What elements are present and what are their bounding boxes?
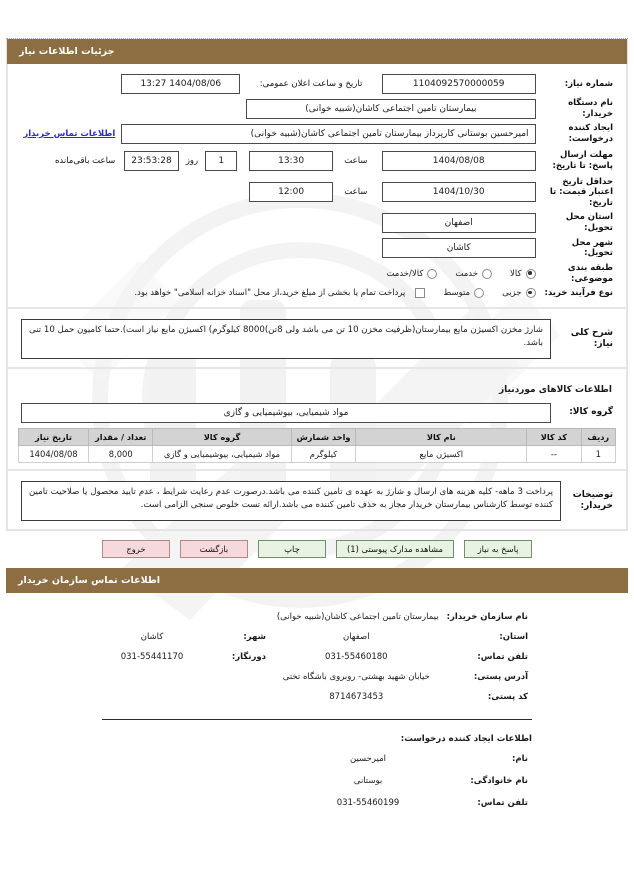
province-label: استان محل تحویل:: [565, 212, 613, 233]
row-creator-last-name: [102, 770, 532, 792]
buyer-contact-link[interactable]: اطلاعات تماس خریدار: [23, 128, 116, 139]
contact-phone-value: 031-55460180: [325, 651, 388, 662]
contact-city-label: شهر:: [243, 631, 266, 642]
buyer-notes-text: پرداخت 3 ماهه- کلیه هزینه های ارسال و شارژ به عهده ی تامین کننده می باشد.درصورت عدم رعایت شرایط ، عدم تایید محصول یا صلاحیت تامین کننده توسط کارشناس بیمارستان خریدار مجاز به حذف تامین کننده می باشد.ارائه تست خلوص سنجی الزامی است.: [21, 481, 561, 521]
creator-last-name-label: نام خانوادگی:: [470, 775, 528, 786]
col-name: نام کالا: [356, 428, 527, 445]
remaining-label: ساعت باقی‌مانده: [54, 155, 116, 166]
goods-group-form: [18, 401, 616, 425]
cell-date: 1404/08/08: [19, 445, 89, 462]
cell-row: 1: [581, 445, 615, 462]
goods-group-label: گروه کالا:: [569, 407, 613, 418]
checkbox-icon-treasury[interactable]: [415, 288, 425, 298]
summary-panel: [7, 308, 627, 368]
radio-icon-jozei[interactable]: [526, 288, 536, 298]
city-label: شهر محل تحویل:: [571, 237, 613, 259]
contact-city-value: کاشان: [140, 631, 164, 642]
province-value: اصفهان: [382, 213, 536, 233]
row-contact-province: [102, 627, 532, 647]
contact-org-value: بیمارستان تامین اجتماعی کاشان(شبیه خوانی): [276, 611, 439, 622]
need-number-label: شماره نیاز:: [564, 78, 613, 89]
deadline-label: مهلت ارسال پاسخ: تا تاریخ:: [552, 149, 613, 171]
category-option-label-0: کالا: [510, 268, 522, 279]
buyer-notes-panel: [7, 470, 627, 530]
buyer-org-value: بیمارستان تامین اجتماعی کاشان(شبیه خوانی): [246, 99, 535, 119]
contact-postal-value: 8714673453: [329, 691, 384, 702]
creator-divider: [102, 719, 532, 720]
goods-table: [18, 428, 616, 463]
row-category: [18, 261, 616, 286]
col-code: کد کالا: [527, 428, 581, 445]
buyer-contact-body: [0, 593, 634, 820]
cell-group: مواد شیمیایی، بیوشیمیایی و گازی: [153, 445, 291, 462]
process-option-jozei[interactable]: [502, 288, 535, 298]
col-date: تاریخ نیاز: [19, 428, 89, 445]
creator-first-name-value: امیرحسین: [349, 753, 387, 764]
row-creator-phone: [102, 792, 532, 814]
cell-unit: کیلوگرم: [291, 445, 356, 462]
creator-label: ایجاد کننده درخواست:: [568, 123, 613, 144]
buyer-notes-form: [18, 479, 616, 523]
radio-icon-kala[interactable]: [526, 269, 536, 279]
need-details-panel: [7, 64, 627, 308]
row-creator: [18, 121, 616, 146]
creator-section-title: اطلاعات ایجاد کننده درخواست:: [400, 733, 532, 744]
goods-group-value: مواد شیمیایی، بیوشیمیایی و گازی: [21, 403, 551, 423]
deadline-time: 13:30: [249, 151, 333, 171]
contact-fax-label: دورنگار:: [231, 651, 266, 662]
row-buyer-org: [18, 96, 616, 121]
creator-first-name-label: نام:: [511, 753, 528, 764]
treasury-checkbox-option[interactable]: [134, 288, 425, 298]
remaining-days-unit: روز: [185, 155, 199, 166]
validity-time: 12:00: [249, 182, 333, 202]
validity-date: 1404/10/30: [382, 182, 536, 202]
row-process: [18, 286, 616, 301]
creator-contact-table: [102, 748, 532, 814]
col-unit: واحد شمارش: [291, 428, 356, 445]
process-radio-group: [21, 288, 536, 298]
exit-button[interactable]: خروج: [102, 540, 170, 558]
treasury-checkbox-label: پرداخت تمام یا بخشی از مبلغ خرید،از محل "اسناد خزانه اسلامی" خواهد بود.: [134, 288, 406, 299]
action-button-row: [0, 531, 634, 568]
category-option-khedmat[interactable]: [455, 269, 492, 279]
need-number-value: 1104092570000059: [382, 74, 536, 94]
creator-phone-label: تلفن تماس:: [477, 797, 528, 808]
category-radio-group: [21, 269, 536, 279]
row-contact-postal: [102, 687, 532, 707]
summary-text: شارژ مخزن اکسیژن مایع بیمارستان(ظرفیت مخزن 10 تن می باشد ولی 8تن)8000 کیلوگرم) اکسیژن مایع نیاز است).حتما کامیون حمل 10 تنی باشد.: [21, 319, 551, 359]
need-details-frame: [6, 39, 628, 531]
view-attachments-button[interactable]: مشاهده مدارک پیوستی (1): [336, 540, 454, 558]
remaining-clock: 23:53:28: [124, 151, 178, 171]
announce-label: تاریخ و ساعت اعلان عمومی:: [259, 79, 363, 89]
buyer-contact-frame: [6, 568, 628, 593]
table-row: [19, 445, 616, 462]
buyer-org-label: نام دستگاه خریدار:: [568, 98, 613, 119]
cell-code: --: [527, 445, 581, 462]
cell-qty: 8,000: [88, 445, 152, 462]
category-option-kala-khedmat[interactable]: [386, 269, 437, 279]
row-contact-phone: [102, 647, 532, 667]
goods-panel: [7, 368, 627, 470]
row-creator-first-name: [102, 748, 532, 770]
validity-time-label: ساعت: [344, 187, 368, 198]
row-need-number: [18, 72, 616, 96]
process-option-label-1: متوسط: [443, 288, 471, 299]
goods-info-title: اطلاعات کالاهای موردنیاز: [498, 384, 612, 395]
creator-value: امیرحسین بوستانی کارپرداز بیمارستان تامین اجتماعی کاشان(شبیه خوانی): [121, 124, 535, 144]
city-value: کاشان: [382, 238, 536, 258]
deadline-date: 1404/08/08: [382, 151, 536, 171]
validity-label: حداقل تاریخ اعتبار قیمت: تا تاریخ:: [549, 176, 613, 208]
buyer-contact-header: اطلاعات تماس سازمان خریدار: [6, 568, 628, 593]
summary-label: شرح کلی نیاز:: [570, 327, 613, 349]
category-option-kala[interactable]: [510, 269, 535, 279]
col-row: ردیف: [581, 428, 615, 445]
deadline-time-label: ساعت: [344, 155, 368, 166]
radio-icon-khedmat[interactable]: [482, 269, 492, 279]
process-option-label-0: جزیی: [502, 288, 522, 299]
row-buyer-notes: [18, 479, 616, 523]
col-qty: تعداد / مقدار: [88, 428, 152, 445]
col-group: گروه کالا: [153, 428, 291, 445]
creator-phone-value: 031-55460199: [336, 797, 400, 808]
goods-table-header-row: [19, 428, 616, 445]
creator-last-name-value: بوستانی: [353, 775, 383, 786]
row-contact-org: [102, 607, 532, 627]
row-validity: [18, 175, 616, 211]
cell-name: اکسیژن مایع: [356, 445, 527, 462]
row-province: [18, 210, 616, 235]
process-label: نوع فرآیند خرید:: [544, 288, 613, 299]
back-button[interactable]: بازگشت: [180, 540, 248, 558]
row-goods-group: [18, 401, 616, 425]
remaining-days: 1: [205, 151, 237, 171]
category-option-label-2: کالا/خدمت: [386, 268, 424, 279]
contact-org-label: نام سازمان خریدار:: [446, 611, 528, 622]
need-details-header: جزئیات اطلاعات نیاز: [7, 39, 627, 64]
buyer-contact-table: [102, 607, 532, 707]
summary-form: [18, 317, 616, 361]
respond-to-need-button[interactable]: پاسخ به نیاز: [464, 540, 532, 558]
contact-province-value: اصفهان: [342, 631, 370, 642]
contact-phone-label: تلفن تماس:: [477, 651, 528, 662]
row-contact-address: [102, 667, 532, 687]
contact-fax-value: 031-55441170: [120, 651, 184, 662]
buyer-notes-label: توضیحات خریدار:: [572, 489, 613, 511]
contact-province-label: استان:: [499, 631, 528, 642]
announce-value: 1404/08/06 13:27: [121, 74, 240, 94]
row-summary: [18, 317, 616, 361]
radio-icon-motevaset[interactable]: [474, 288, 484, 298]
row-deadline: [18, 147, 616, 175]
category-label: طبقه بندی موضوعی:: [567, 262, 613, 284]
need-details-form: [18, 72, 616, 301]
row-city: [18, 236, 616, 261]
contact-address-value: خیابان شهید بهشتی- روبروی باشگاه تختی: [282, 671, 430, 682]
content-wrapper: [0, 38, 634, 820]
contact-postal-label: کد پستی:: [487, 691, 528, 702]
print-button[interactable]: چاپ: [258, 540, 326, 558]
process-option-motevaset[interactable]: [443, 288, 484, 298]
category-option-label-1: خدمت: [455, 268, 479, 279]
radio-icon-kala-khedmat[interactable]: [427, 269, 437, 279]
contact-address-label: آدرس پستی:: [473, 671, 528, 682]
